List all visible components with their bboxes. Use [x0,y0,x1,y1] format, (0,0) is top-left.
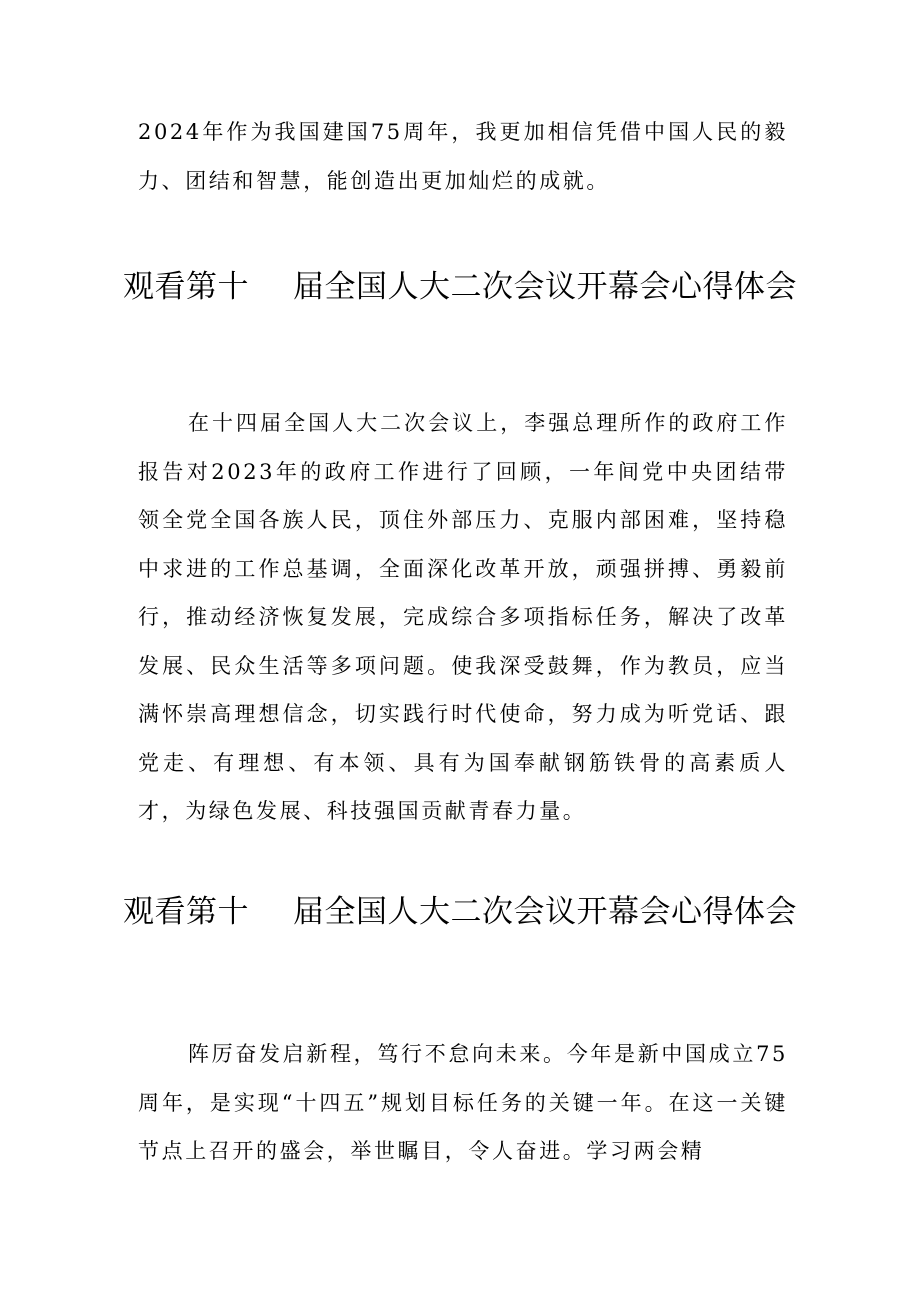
heading-part-a: 观看第十 [123,269,249,305]
section-heading-1 [120,264,800,311]
heading-part-a: 观看第十 [123,894,249,930]
paragraph-intro-closing: 2024年作为我国建国75周年，我更加相信凭借中国人民的毅力、团结和智慧，能创造出更加灿烂的成就。 [138,120,788,193]
section-heading-2 [120,889,800,936]
heading-part-b: 届全国人大二次会议开幕会心得体会 [293,894,797,930]
paragraph-section-1-body: 在十四届全国人大二次会议上，李强总理所作的政府工作报告对2023年的政府工作进行了回顾，一年间党中央团结带领全党全国各族人民，顶住外部压力、克服内部困难，坚持稳中求进的工作总基调，全面深化改革开放，顽强拼搏、勇毅前行，推动经济恢复发展，完成综合多项指标任务，解决了改革发展、民众生活等多项问题。使我深受鼓舞，作为教员，应当满怀崇高理想信念，切实践行时代使命，努力成为听党话、跟党走、有理想、有本领、具有为国奉献钢筋铁骨的高素质人才，为绿色发展、科技强国贡献青春力量。 [138,411,788,823]
paragraph-section-2-body: 阵厉奋发启新程，笃行不怠向未来。今年是新中国成立75周年，是实现“十四五”规划目标任务的关键一年。在这一关键节点上召开的盛会，举世瞩目，令人奋进。学习两会精 [138,1042,788,1163]
heading-part-b: 届全国人大二次会议开幕会心得体会 [293,269,797,305]
